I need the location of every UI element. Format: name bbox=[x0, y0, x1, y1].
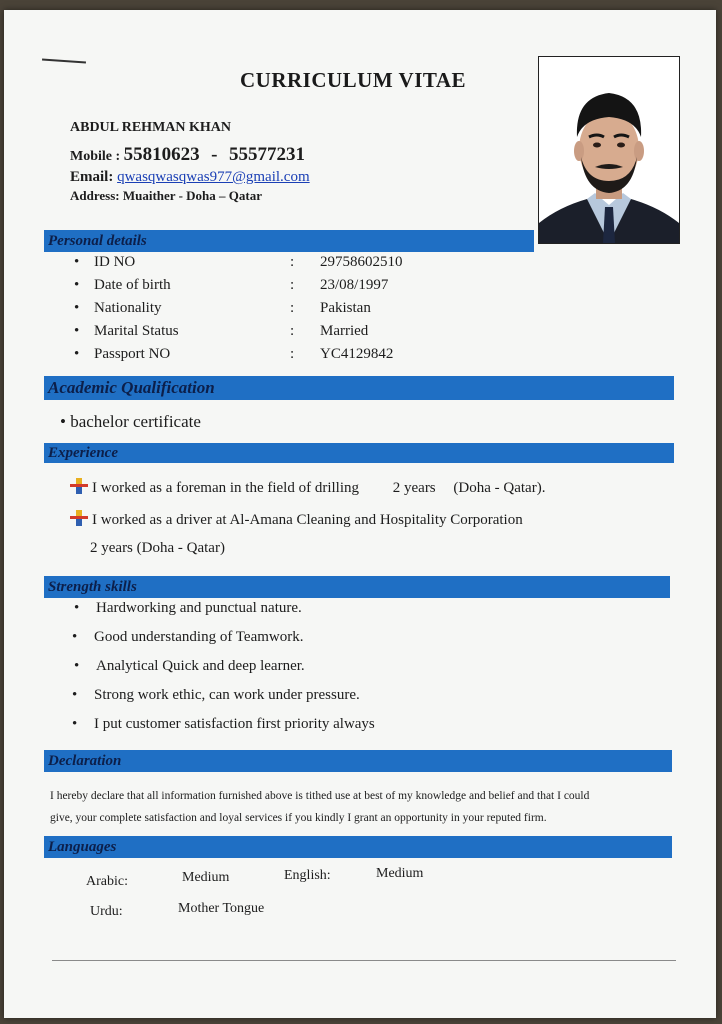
bullet: • bbox=[74, 300, 80, 316]
experience-text: I worked as a driver at Al-Amana Cleaning and Hospitality Corporation bbox=[92, 512, 523, 528]
mobile-number-1: 55810623 bbox=[123, 144, 200, 165]
academic-heading: Academic Qualification bbox=[44, 376, 674, 400]
skill-text: Strong work ethic, can work under pressure. bbox=[94, 687, 360, 703]
email-link[interactable]: qwasqwasqwas977@gmail.com bbox=[117, 169, 310, 185]
skill-text: Analytical Quick and deep learner. bbox=[96, 658, 305, 674]
bullet: • bbox=[60, 412, 71, 431]
declaration-line-2: give, your complete satisfaction and loyal services if you kindly I grant an opportunity in your reputed firm. bbox=[50, 812, 547, 824]
mobile-label: Mobile : bbox=[70, 149, 121, 164]
experience-heading: Experience bbox=[44, 443, 674, 463]
mobile-number-2: 55577231 bbox=[228, 144, 305, 165]
email-row bbox=[70, 169, 310, 186]
experience-item-1 bbox=[70, 478, 545, 497]
mobile-row bbox=[70, 144, 305, 166]
footer-divider bbox=[52, 960, 676, 961]
bullet: • bbox=[74, 323, 80, 339]
languages-heading: Languages bbox=[44, 836, 672, 858]
experience-item-2-duration: 2 years (Doha - Qatar) bbox=[90, 540, 225, 556]
academic-item-text: bachelor certificate bbox=[70, 412, 201, 431]
personal-label: Date of birth bbox=[94, 277, 171, 293]
skill-item bbox=[74, 658, 305, 675]
skills-heading: Strength skills bbox=[44, 576, 670, 598]
address-row bbox=[70, 188, 262, 204]
personal-label: Marital Status bbox=[94, 323, 179, 339]
arrow-bullet-icon bbox=[70, 510, 88, 526]
personal-details-heading: Personal details bbox=[44, 230, 534, 252]
academic-item bbox=[60, 412, 201, 432]
colon: : bbox=[290, 300, 295, 316]
bullet: • bbox=[74, 600, 80, 616]
personal-value: Married bbox=[320, 323, 369, 339]
bullet: • bbox=[74, 658, 80, 674]
skill-item bbox=[74, 600, 302, 617]
skill-item bbox=[72, 716, 375, 733]
language-name: Urdu: bbox=[90, 904, 123, 919]
bullet: • bbox=[74, 346, 80, 362]
bullet: • bbox=[74, 254, 80, 270]
colon: : bbox=[290, 254, 295, 270]
experience-duration: 2 years bbox=[392, 480, 436, 496]
bullet: • bbox=[74, 277, 80, 293]
personal-value: 29758602510 bbox=[320, 254, 403, 270]
personal-label: Passport NO bbox=[94, 346, 171, 362]
mobile-separator: - bbox=[211, 144, 218, 165]
address-value: Muaither - Doha – Qatar bbox=[122, 188, 262, 203]
language-level: Mother Tongue bbox=[178, 901, 265, 916]
personal-value: Pakistan bbox=[320, 300, 371, 316]
document-title: CURRICULUM VITAE bbox=[240, 68, 466, 92]
pen-mark bbox=[42, 58, 86, 63]
colon: : bbox=[290, 323, 295, 339]
personal-value: YC4129842 bbox=[320, 346, 394, 362]
language-level: Medium bbox=[376, 866, 424, 881]
profile-photo bbox=[538, 56, 680, 244]
bullet: • bbox=[72, 716, 78, 732]
language-level: Medium bbox=[182, 870, 230, 885]
skill-text: I put customer satisfaction first priority always bbox=[94, 716, 375, 732]
address-label: Address: bbox=[70, 188, 120, 203]
declaration-line-1: I hereby declare that all information furnished above is tithed use at best of my knowledge and belief and that I could bbox=[50, 790, 590, 802]
arrow-bullet-icon bbox=[70, 478, 88, 494]
colon: : bbox=[290, 277, 295, 293]
skill-text: Hardworking and punctual nature. bbox=[96, 600, 302, 616]
experience-item-2 bbox=[70, 510, 523, 529]
bullet: • bbox=[72, 687, 78, 703]
skill-item bbox=[72, 629, 303, 646]
experience-location: (Doha - Qatar). bbox=[453, 480, 546, 496]
personal-value: 23/08/1997 bbox=[320, 277, 389, 293]
personal-label: Nationality bbox=[94, 300, 162, 316]
profile-portrait-image bbox=[539, 57, 679, 243]
email-label: Email: bbox=[70, 169, 114, 185]
skill-item bbox=[72, 687, 360, 704]
language-name: Arabic: bbox=[86, 874, 128, 889]
personal-label: ID NO bbox=[94, 254, 136, 270]
bullet: • bbox=[72, 629, 78, 645]
experience-text: I worked as a foreman in the field of drilling bbox=[92, 480, 359, 496]
candidate-name: ABDUL REHMAN KHAN bbox=[70, 120, 232, 135]
colon: : bbox=[290, 346, 295, 362]
cv-page bbox=[4, 10, 716, 1018]
skill-text: Good understanding of Teamwork. bbox=[94, 629, 304, 645]
language-name: English: bbox=[284, 868, 331, 883]
declaration-heading: Declaration bbox=[44, 750, 672, 772]
